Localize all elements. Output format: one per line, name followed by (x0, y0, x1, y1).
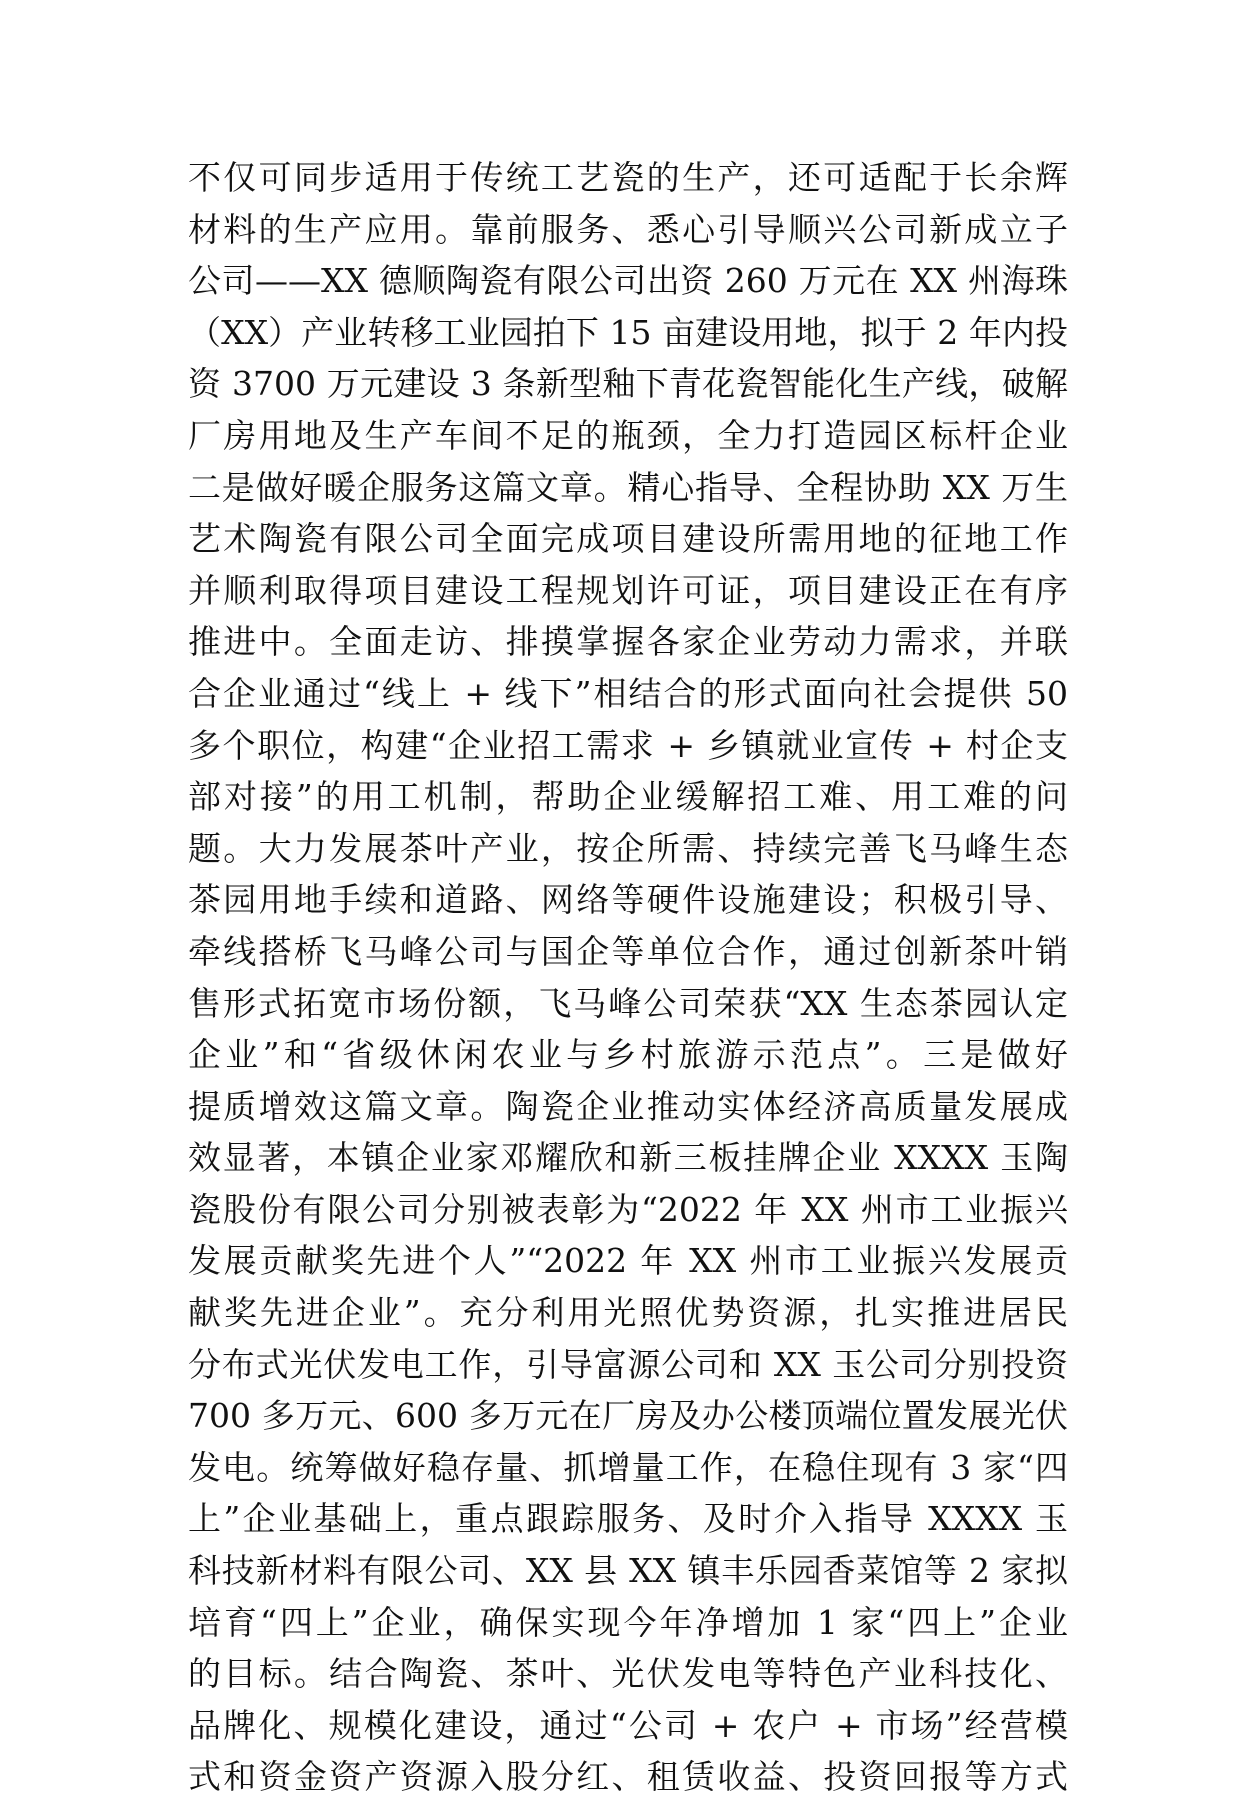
text-line: 资 3700 万元建设 3 条新型釉下青花瓷智能化生产线，破解 (188, 364, 1068, 404)
text-line: 上”企业基础上，重点跟踪服务、及时介入指导 XXXX 玉 (188, 1499, 1068, 1539)
text-line: 发展贡献奖先进个人”“2022 年 XX 州市工业振兴发展贡 (188, 1241, 1068, 1281)
text-line: 售形式拓宽市场份额，飞马峰公司荣获“XX 生态茶园认定 (188, 983, 1068, 1023)
text-line: （XX）产业转移工业园拍下 15 亩建设用地，拟于 2 年内投 (188, 312, 1068, 352)
text-line: 式和资金资产资源入股分红、租赁收益、投资回报等方式 (188, 1757, 1068, 1797)
text-line: 企业”和“省级休闲农业与乡村旅游示范点”。三是做好 (188, 1035, 1068, 1075)
text-line: 二是做好暖企服务这篇文章。精心指导、全程协助 XX 万生 (188, 467, 1068, 507)
text-line: 牵线搭桥飞马峰公司与国企等单位合作，通过创新茶叶销 (188, 931, 1068, 971)
text-line: 题。大力发展茶叶产业，按企所需、持续完善飞马峰生态 (188, 828, 1068, 868)
text-line: 提质增效这篇文章。陶瓷企业推动实体经济高质量发展成 (188, 1086, 1068, 1126)
text-line: 茶园用地手续和道路、网络等硬件设施建设；积极引导、 (188, 880, 1068, 920)
text-line: 公司——XX 德顺陶瓷有限公司出资 260 万元在 XX 州海珠 (188, 261, 1068, 301)
text-line: 并顺利取得项目建设工程规划许可证，项目建设正在有序 (188, 570, 1068, 610)
text-line: 发电。统筹做好稳存量、抓增量工作，在稳住现有 3 家“四 (188, 1447, 1068, 1487)
text-line: 700 多万元、600 多万元在厂房及办公楼顶端位置发展光伏 (188, 1396, 1068, 1436)
text-line: 多个职位，构建“企业招工需求 + 乡镇就业宣传 + 村企支 (188, 725, 1068, 765)
text-line: 部对接”的用工机制，帮助企业缓解招工难、用工难的问 (188, 777, 1068, 817)
text-line: 的目标。结合陶瓷、茶叶、光伏发电等特色产业科技化、 (188, 1654, 1068, 1694)
text-line: 合企业通过“线上 + 线下”相结合的形式面向社会提供 50 (188, 673, 1068, 713)
text-line: 品牌化、规模化建设，通过“公司 + 农户 + 市场”经营模 (188, 1705, 1068, 1745)
text-line: 分布式光伏发电工作，引导富源公司和 XX 玉公司分别投资 (188, 1344, 1068, 1384)
text-line: 推进中。全面走访、排摸掌握各家企业劳动力需求，并联 (188, 622, 1068, 662)
text-line: 艺术陶瓷有限公司全面完成项目建设所需用地的征地工作 (188, 519, 1068, 559)
body-text (188, 152, 1068, 1803)
text-line: 瓷股份有限公司分别被表彰为“2022 年 XX 州市工业振兴 (188, 1189, 1068, 1229)
text-line: 不仅可同步适用于传统工艺瓷的生产，还可适配于长余辉 (188, 158, 1068, 197)
text-line: 培育“四上”企业，确保实现今年净增加 1 家“四上”企业 (188, 1602, 1068, 1642)
text-line: 厂房用地及生产车间不足的瓶颈，全力打造园区标杆企业 (188, 415, 1068, 455)
text-line: 效显著，本镇企业家邓耀欣和新三板挂牌企业 XXXX 玉陶 (188, 1138, 1068, 1178)
text-line: 献奖先进企业”。充分利用光照优势资源，扎实推进居民 (188, 1293, 1068, 1333)
text-line: 材料的生产应用。靠前服务、悉心引导顺兴公司新成立子 (188, 209, 1068, 249)
text-line: 科技新材料有限公司、XX 县 XX 镇丰乐园香菜馆等 2 家拟 (188, 1551, 1068, 1591)
